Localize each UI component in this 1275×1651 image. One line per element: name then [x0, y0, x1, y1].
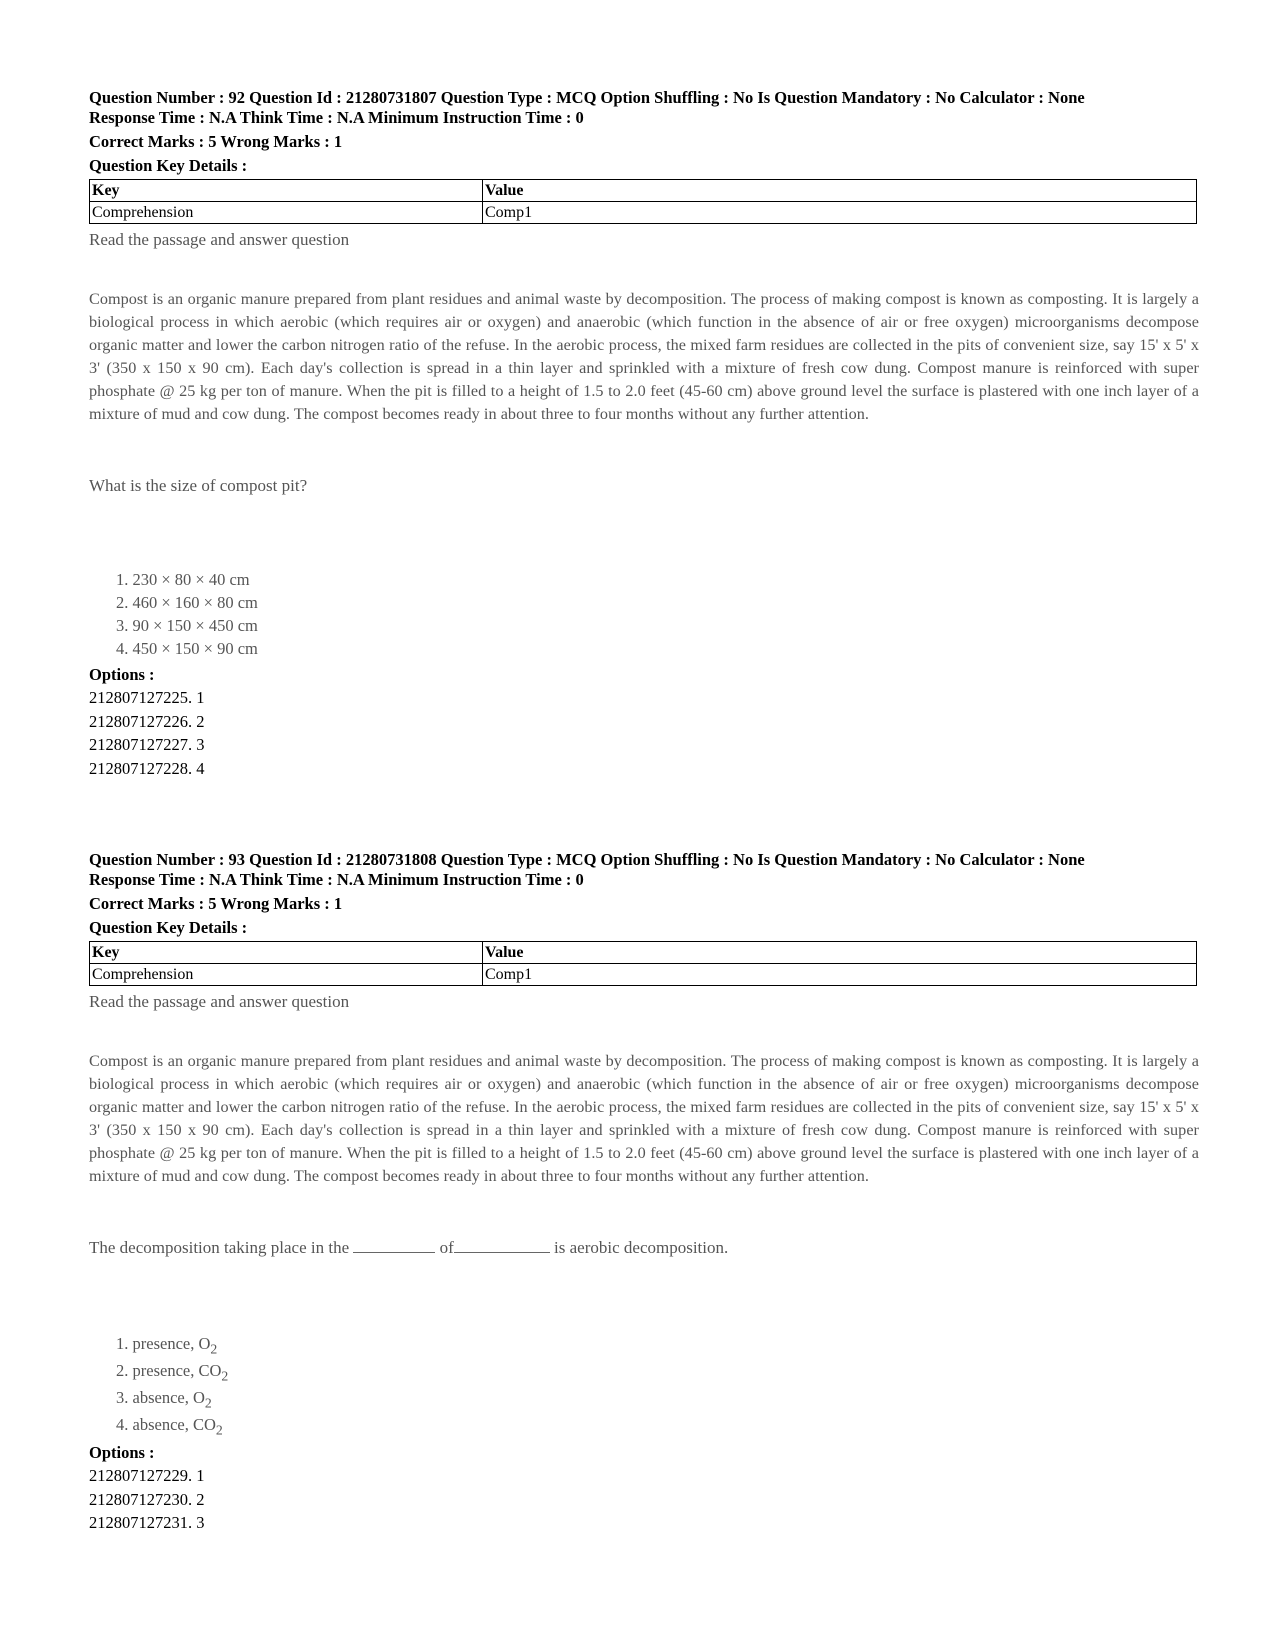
choice-subscript: 2 — [215, 1422, 223, 1438]
option-item: 212807127231. 3 — [89, 1513, 205, 1532]
answer-choice — [116, 1330, 1197, 1357]
prompt-text-middle: of — [439, 1238, 454, 1257]
table-cell-key: Comprehension — [90, 964, 483, 986]
options-label: Options : — [89, 665, 155, 684]
choice-subscript: 2 — [204, 1395, 212, 1411]
answer-choice: 2. 460 × 160 × 80 cm — [116, 593, 258, 612]
table-header-value: Value — [483, 942, 1197, 964]
key-details-table — [89, 941, 1197, 986]
answer-choices — [89, 1330, 1197, 1438]
question-meta-line: Question Number : 92 Question Id : 21280731807 Question Type : MCQ Option Shuffling : No Is Question Mandatory : No Calculator : None — [89, 88, 1085, 107]
answer-choice: 3. 90 × 150 × 450 cm — [116, 616, 258, 635]
table-header-row — [90, 942, 1197, 964]
option-item: 212807127229. 1 — [89, 1466, 205, 1485]
choice-subscript: 2 — [221, 1368, 229, 1384]
question-timing-line: Response Time : N.A Think Time : N.A Minimum Instruction Time : 0 — [89, 108, 584, 127]
marks-line: Correct Marks : 5 Wrong Marks : 1 — [89, 132, 343, 151]
question-block-92 — [89, 88, 1197, 780]
table-header-value: Value — [483, 180, 1197, 202]
key-details-label: Question Key Details : — [89, 918, 248, 937]
table-header-key: Key — [90, 180, 483, 202]
key-details-label: Question Key Details : — [89, 156, 248, 175]
fill-blank — [353, 1238, 435, 1253]
question-prompt — [89, 1238, 1197, 1258]
option-item: 212807127225. 1 — [89, 688, 205, 707]
option-item: 212807127226. 2 — [89, 711, 205, 731]
table-row — [90, 202, 1197, 224]
answer-choice — [116, 1384, 1197, 1411]
table-header-row — [90, 180, 1197, 202]
choice-text: 4. absence, CO — [116, 1415, 216, 1434]
table-cell-value: Comp1 — [483, 202, 1197, 224]
answer-choice — [116, 1411, 1197, 1438]
answer-choice: 1. 230 × 80 × 40 cm — [116, 570, 250, 589]
option-item: 212807127230. 2 — [89, 1489, 205, 1509]
key-details-table — [89, 179, 1197, 224]
answer-choice: 4. 450 × 150 × 90 cm — [116, 639, 258, 658]
option-item: 212807127227. 3 — [89, 735, 205, 754]
table-row — [90, 964, 1197, 986]
choice-text: 2. presence, CO — [116, 1361, 222, 1380]
question-meta-line: Question Number : 93 Question Id : 21280731808 Question Type : MCQ Option Shuffling : No Is Question Mandatory : No Calculator : None — [89, 850, 1085, 869]
marks-line: Correct Marks : 5 Wrong Marks : 1 — [89, 894, 343, 913]
prompt-text-start: The decomposition taking place in the — [89, 1238, 350, 1257]
answer-choices — [89, 568, 1197, 660]
option-item: 212807127228. 4 — [89, 758, 205, 778]
passage-instruction: Read the passage and answer question — [89, 230, 350, 249]
prompt-text-end: is aerobic decomposition. — [554, 1238, 729, 1257]
table-header-key: Key — [90, 942, 483, 964]
question-timing-line: Response Time : N.A Think Time : N.A Minimum Instruction Time : 0 — [89, 870, 584, 889]
answer-choice — [116, 1357, 1197, 1384]
comprehension-passage: Compost is an organic manure prepared from plant residues and animal waste by decomposition. The process of making compost is known as composting. It is largely a biological process in which aerobic (which requires air or oxygen) and anaerobic (which function in the absence of air or free oxygen) microorganisms decompose organic matter and lower the carbon nitrogen ratio of the refuse. In the aerobic process, the mixed farm residues are collected in the pits of convenient size, say 15' x 5' x 3' (350 x 150 x 90 cm). Each day's collection is spread in a thin layer and sprinkled with a mixture of fresh cow dung. Compost manure is reinforced with super phosphate @ 25 kg per ton of manure. When the pit is filled to a height of 1.5 to 2.0 feet (45-60 cm) above ground level the surface is plastered with one inch layer of a mixture of mud and cow dung. The compost becomes ready in about three to four months without any further attention. — [89, 290, 1199, 423]
choice-text: 1. presence, O — [116, 1334, 211, 1353]
table-cell-value: Comp1 — [483, 964, 1197, 986]
passage-instruction: Read the passage and answer question — [89, 992, 350, 1011]
question-block-93 — [89, 850, 1197, 1535]
table-cell-key: Comprehension — [90, 202, 483, 224]
fill-blank — [454, 1238, 550, 1253]
question-prompt: What is the size of compost pit? — [89, 476, 308, 495]
comprehension-passage: Compost is an organic manure prepared from plant residues and animal waste by decomposition. The process of making compost is known as composting. It is largely a biological process in which aerobic (which requires air or oxygen) and anaerobic (which function in the absence of air or free oxygen) microorganisms decompose organic matter and lower the carbon nitrogen ratio of the refuse. In the aerobic process, the mixed farm residues are collected in the pits of convenient size, say 15' x 5' x 3' (350 x 150 x 90 cm). Each day's collection is spread in a thin layer and sprinkled with a mixture of fresh cow dung. Compost manure is reinforced with super phosphate @ 25 kg per ton of manure. When the pit is filled to a height of 1.5 to 2.0 feet (45-60 cm) above ground level the surface is plastered with one inch layer of a mixture of mud and cow dung. The compost becomes ready in about three to four months without any further attention. — [89, 1052, 1199, 1185]
choice-subscript: 2 — [210, 1341, 218, 1357]
choice-text: 3. absence, O — [116, 1388, 205, 1407]
options-label: Options : — [89, 1443, 155, 1462]
